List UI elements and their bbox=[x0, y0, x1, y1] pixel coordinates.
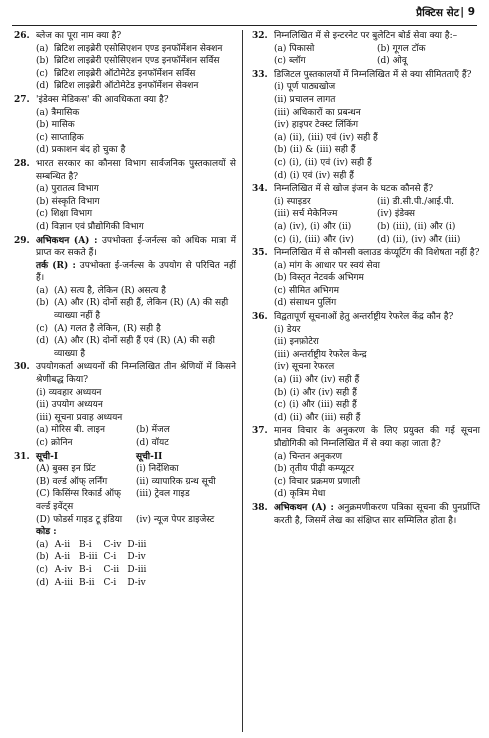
code-cell: B-iii bbox=[78, 552, 98, 563]
assertion-text: अनुक्रमणीकरण पत्रिका सूचना की पुनर्प्राप्ति करती है, जिसमें लेख का संक्षिप्त सार सम्मिलित होता है। bbox=[274, 502, 480, 526]
option-label: (b) bbox=[377, 43, 390, 54]
match-row bbox=[36, 514, 236, 527]
option-text: (iii), (ii) और (i) bbox=[392, 221, 456, 232]
question-38 bbox=[252, 502, 480, 527]
code-cell: C-i bbox=[103, 552, 117, 563]
option-text: त्रैमासिक bbox=[51, 107, 80, 118]
option-label: (d) bbox=[274, 170, 287, 181]
option-text: (A) सत्य है, लेकिन (R) असत्य है bbox=[54, 285, 166, 296]
match-left: (C) किसिंग्स रिकार्ड ऑफ् वर्ल्ड इवेंट्स bbox=[36, 489, 121, 512]
question-number: 38. bbox=[252, 502, 268, 513]
question-text: ब्लेज का पूरा नाम क्या है? bbox=[36, 31, 122, 41]
codes-row bbox=[36, 564, 152, 577]
option-label: (b) bbox=[36, 56, 49, 67]
option-text: (A) और (R) दोनों सही हैं, लेकिन (R) (A) की सही व्याख्या नहीं है bbox=[54, 298, 229, 322]
match-right: (i) निर्देशिका bbox=[136, 464, 179, 475]
code-cell: C-ii bbox=[103, 564, 120, 575]
option-text: मासिक bbox=[51, 120, 75, 131]
option-label: (b) bbox=[136, 425, 149, 436]
option-text: पुरातत्व विभाग bbox=[51, 184, 99, 195]
codes-row bbox=[36, 539, 152, 552]
page-number: | 9 bbox=[460, 6, 475, 18]
match-right: (iv) न्यूज पेपर डाइजेस्ट bbox=[136, 514, 215, 525]
option-label: (b) bbox=[274, 387, 287, 398]
question-number: 32. bbox=[252, 31, 268, 41]
match-row bbox=[36, 463, 236, 476]
list-item: (i) डेयर bbox=[274, 324, 301, 335]
list-item: (i) पूर्ण पाठ्यखोज bbox=[274, 82, 336, 93]
question-36 bbox=[252, 311, 480, 424]
option-text: (i), (ii) एवं (iv) सही हैं bbox=[288, 157, 372, 168]
option-label: (c) bbox=[274, 157, 287, 168]
option-row bbox=[36, 437, 236, 450]
list-item: (ii) इनफ़ोटेरा bbox=[274, 337, 319, 348]
question-number: 30. bbox=[14, 362, 30, 373]
right-column bbox=[252, 30, 480, 528]
option-text: (ii), (iv) और (iii) bbox=[392, 234, 461, 245]
option-label: (b) bbox=[36, 298, 49, 309]
code-cell: C-iv bbox=[103, 539, 122, 550]
code-cell: B-ii bbox=[78, 577, 95, 588]
question-number: 28. bbox=[14, 158, 30, 169]
option-label: (a) bbox=[274, 375, 287, 386]
option-row bbox=[274, 43, 480, 56]
option-label: (a) bbox=[36, 425, 49, 436]
question-text: विद्वतापूर्ण सूचनाओं हेतु अन्तर्राष्ट्रीय रेफरेल केंद्र कौन है? bbox=[274, 312, 454, 323]
option-text: (ii), (iii) एवं (iv) सही हैं bbox=[289, 132, 378, 143]
option-label: (d) bbox=[274, 298, 287, 309]
question-text: भारत सरकार का कौनसा विभाग सार्वजनिक पुस्तकालयों से सम्बन्धित है? bbox=[36, 158, 236, 182]
option-text: सीमित अभिगम bbox=[288, 285, 340, 296]
option bbox=[36, 43, 236, 56]
option-text: प्रकाशन बंद हो चुका है bbox=[51, 145, 126, 156]
question-27 bbox=[14, 94, 236, 157]
page-header bbox=[0, 0, 489, 22]
option-row bbox=[274, 55, 480, 68]
codes-row bbox=[36, 577, 152, 590]
option-label: (b) bbox=[377, 221, 390, 232]
list-2-heading: सूची-II bbox=[136, 451, 163, 462]
match-right: (iii) ट्रेवल गाइड bbox=[136, 489, 190, 500]
option-label: (a) bbox=[274, 260, 287, 271]
code-cell: B-i bbox=[78, 564, 92, 575]
match-row bbox=[36, 488, 236, 513]
option-text: संस्कृति विभाग bbox=[51, 196, 100, 207]
option-label: (d) bbox=[274, 489, 287, 500]
option bbox=[36, 285, 236, 298]
question-number: 29. bbox=[14, 235, 30, 246]
option-label: (b) bbox=[36, 196, 49, 207]
reason-label: तर्क (R) : bbox=[36, 260, 76, 271]
option-label: (c) bbox=[36, 68, 49, 79]
option-label: (d) bbox=[136, 438, 149, 448]
list-item: (iii) अधिकारों का प्रबन्धन bbox=[274, 107, 361, 118]
list-item: (iii) अन्तर्राष्ट्रीय रेफरेल केन्द्र bbox=[274, 349, 367, 360]
question-number: 37. bbox=[252, 426, 268, 437]
header-title: प्रैक्टिस सेट bbox=[416, 7, 459, 19]
option-row bbox=[274, 234, 480, 247]
question-number: 35. bbox=[252, 248, 268, 259]
option-text: ब्लॉग bbox=[288, 56, 306, 67]
list-item: (iv) इंडेक्स bbox=[377, 209, 416, 220]
list-item: (iv) हाइपर टेक्स्ट लिंकिंग bbox=[274, 120, 359, 131]
column-divider bbox=[242, 30, 243, 732]
question-29 bbox=[14, 235, 236, 361]
option-label: (b) bbox=[274, 145, 287, 156]
question-number: 36. bbox=[252, 312, 268, 323]
option-label: (d) bbox=[36, 145, 49, 156]
code-cell: D-iv bbox=[127, 577, 146, 588]
option-text: मोरिस बी. लाइन bbox=[51, 425, 105, 436]
match-row bbox=[36, 476, 236, 489]
option-label: (b) bbox=[36, 120, 49, 131]
option bbox=[36, 68, 236, 81]
question-text: डिजिटल पुस्तकालयों में निम्नलिखित में से क्या सीमितताएँ हैं? bbox=[274, 69, 472, 80]
option-label: (c) bbox=[274, 476, 287, 487]
list-item: (i) स्पाइडर bbox=[274, 196, 311, 207]
page-number-value: 9 bbox=[467, 6, 475, 18]
assertion-text: उपभोक्ता ई-जर्नल्स को अधिक मात्रा में प्राप्त कर सकते हैं। bbox=[36, 235, 236, 259]
question-26 bbox=[14, 30, 236, 93]
item-row bbox=[274, 208, 480, 221]
option-text: तृतीय पीढ़ी कम्प्यूटर bbox=[289, 464, 354, 475]
assertion-label: अभिकथन (A) : bbox=[36, 235, 98, 246]
option-label: (a) bbox=[274, 451, 287, 462]
list-item: (iii) सूचना प्रवाह अध्ययन bbox=[36, 412, 123, 423]
question-32 bbox=[252, 30, 480, 68]
match-right: (ii) व्यापारिक ग्रन्थ सूची bbox=[136, 476, 216, 487]
option-text: (i) और (iii) सही हैं bbox=[288, 400, 357, 411]
match-left: (D) फोडर्स गाइड टू इंडिया bbox=[36, 514, 123, 525]
option-text: (i) एवं (iv) सही हैं bbox=[289, 170, 354, 181]
code-cell: (d) bbox=[36, 577, 49, 588]
match-left: (B) वर्ल्ड ऑफ् लर्निंग bbox=[36, 476, 108, 487]
question-text: 'इंडेक्स मेडिकस' की आवधिकता क्या है? bbox=[36, 94, 169, 105]
option-label: (c) bbox=[274, 234, 287, 245]
option-text: गूगल टॉक bbox=[392, 43, 426, 54]
option-label: (b) bbox=[274, 464, 287, 475]
code-cell: (b) bbox=[36, 552, 49, 563]
option-text: साप्ताहिक bbox=[50, 132, 84, 143]
question-37 bbox=[252, 425, 480, 501]
option-text: पिकासो bbox=[289, 43, 315, 54]
option-label: (d) bbox=[36, 336, 49, 347]
option-text: चिन्तन अनुकरण bbox=[289, 451, 343, 462]
item-row bbox=[274, 196, 480, 209]
option-label: (c) bbox=[36, 132, 49, 143]
option bbox=[36, 323, 236, 336]
option-text: वॉयट bbox=[151, 438, 169, 448]
code-cell: A-ii bbox=[54, 552, 71, 563]
option bbox=[36, 80, 236, 93]
codes-label: कोड : bbox=[36, 527, 57, 538]
question-text: निम्नलिखित में से खोज इंजन के घटक कौनसे हैं? bbox=[274, 184, 434, 195]
list-item: (ii) उपयोग अध्ययन bbox=[36, 400, 103, 411]
option-text: विचार प्रक्रमण प्रणाली bbox=[288, 476, 361, 487]
option-text: मांग के आधार पर स्वयं सेवा bbox=[289, 260, 380, 271]
code-cell: C-i bbox=[103, 577, 117, 588]
question-35 bbox=[252, 247, 480, 310]
question-number: 33. bbox=[252, 69, 268, 80]
option-text: (i), (iii) और (iv) bbox=[288, 234, 354, 245]
option-label: (d) bbox=[36, 81, 49, 92]
option-text: विस्तृत नेटवर्क अभिगम bbox=[289, 273, 364, 284]
code-cell: D-iii bbox=[127, 564, 147, 575]
option-text: विज्ञान एवं प्रौद्योगिकी विभाग bbox=[51, 221, 144, 232]
assertion bbox=[274, 502, 480, 527]
list-item: (i) व्यवहार अध्ययन bbox=[36, 387, 102, 398]
code-cell: D-iv bbox=[127, 552, 146, 563]
question-text: निम्नलिखित में से कौनसी क्लाउड कंप्यूटिंग की विशेषता नहीं है? bbox=[274, 248, 480, 259]
option-text: (iv), (i) और (ii) bbox=[289, 221, 352, 232]
option-text: ब्रिटिश लाइब्रेरी एसोसिएशन एण्ड इनफॉर्मेशन सेक्शन bbox=[54, 43, 223, 54]
option-text: (ii) & (iii) सही हैं bbox=[289, 145, 356, 156]
match-header bbox=[36, 451, 236, 464]
option-label: (a) bbox=[274, 221, 287, 232]
list-1-heading: सूची-I bbox=[36, 451, 59, 462]
question-30 bbox=[14, 361, 236, 449]
option-label: (a) bbox=[274, 43, 287, 54]
reason bbox=[36, 260, 236, 285]
option-label: (c) bbox=[36, 438, 49, 448]
option-label: (a) bbox=[274, 132, 287, 143]
question-number: 34. bbox=[252, 184, 268, 195]
option-text: (ii) और (iv) सही हैं bbox=[289, 375, 360, 386]
option-text: ब्रिटिश लाइब्रेरी ऑटोमेटेड इनफॉर्मेशन सर्विस bbox=[54, 68, 196, 79]
codes-table bbox=[36, 539, 152, 589]
list-item: (ii) डी.सी.पी./आई.पी. bbox=[377, 196, 455, 207]
left-column bbox=[14, 30, 236, 590]
option-label: (c) bbox=[274, 285, 287, 296]
option-text: मेंजल bbox=[151, 425, 170, 436]
option-label: (c) bbox=[274, 400, 287, 411]
question-34 bbox=[252, 183, 480, 246]
code-cell: B-i bbox=[78, 539, 92, 550]
option-label: (a) bbox=[36, 43, 49, 54]
option-label: (d) bbox=[274, 412, 287, 423]
code-cell: A-ii bbox=[54, 539, 71, 550]
question-33 bbox=[252, 69, 480, 182]
header-rule bbox=[12, 25, 477, 26]
option-label: (a) bbox=[36, 184, 49, 195]
code-cell: (a) bbox=[36, 539, 49, 550]
list-item: (iii) सर्च मेकेनिज्म bbox=[274, 209, 338, 220]
option-text: ब्रिटिश लाइब्रेरी एसोसिएशन एण्ड इनफॉर्मेशन सर्विस bbox=[54, 56, 220, 67]
code-cell: A-iv bbox=[54, 564, 73, 575]
list-item: (ii) प्रचालन लागत bbox=[274, 94, 336, 105]
option-text: (ii) और (iii) सही हैं bbox=[289, 412, 361, 423]
list-item: (iv) सूचना रेफरल bbox=[274, 362, 335, 373]
option-label: (d) bbox=[36, 221, 49, 232]
question-text: निम्नलिखित में से इन्टरनेट पर बुलेटिन बोर्ड सेवा क्या है:– bbox=[274, 31, 458, 41]
option-text: शिक्षा विभाग bbox=[50, 209, 93, 220]
match-left: (A) बुक्स इन प्रिंट bbox=[36, 464, 96, 475]
option-row bbox=[36, 424, 236, 437]
option-label: (a) bbox=[36, 285, 49, 296]
codes-row bbox=[36, 551, 152, 564]
question-31 bbox=[14, 451, 236, 590]
question-number: 27. bbox=[14, 94, 30, 105]
question-number: 31. bbox=[14, 451, 30, 462]
option-text: संसाधन पुलिंग bbox=[289, 298, 337, 309]
option-label: (c) bbox=[274, 56, 287, 67]
reason-text: उपभोक्ता ई-जर्नल्स के उपयोग से परिचित नहीं हैं। bbox=[36, 260, 236, 284]
option-label: (c) bbox=[36, 209, 49, 220]
code-cell: (c) bbox=[36, 564, 49, 575]
option-label: (a) bbox=[36, 107, 49, 118]
option bbox=[36, 297, 236, 322]
assertion bbox=[36, 235, 236, 260]
option-label: (b) bbox=[274, 273, 287, 284]
option-label: (d) bbox=[377, 56, 390, 67]
option-text: ओवू bbox=[392, 56, 407, 67]
option-text: ब्रिटिश लाइब्रेरी ऑटोमेटेड इनफॉर्मेशन सेक्शन bbox=[54, 81, 199, 92]
option-row bbox=[274, 221, 480, 234]
option bbox=[36, 55, 236, 68]
option-text: कृत्रिम मेधा bbox=[289, 489, 326, 500]
question-28 bbox=[14, 158, 236, 234]
option-label: (d) bbox=[377, 234, 390, 245]
option-text: (A) गलत है लेकिन, (R) सही है bbox=[54, 323, 161, 334]
option-text: (A) और (R) दोनों सही हैं एवं (R) (A) की सही व्याख्या है bbox=[54, 336, 215, 359]
code-cell: D-iii bbox=[127, 539, 147, 550]
question-number: 26. bbox=[14, 31, 30, 41]
code-cell: A-iii bbox=[54, 577, 73, 588]
option-label: (c) bbox=[36, 323, 49, 334]
assertion-label: अभिकथन (A) : bbox=[274, 502, 334, 513]
option-text: क्रोनिन bbox=[50, 438, 73, 448]
option bbox=[36, 335, 236, 360]
question-text: उपयोगकर्ता अध्ययनों की निम्नलिखित तीन श्रेणियों में किसने श्रेणीबद्ध किया? bbox=[36, 362, 236, 386]
question-text: मानव विचार के अनुकरण के लिए प्रयुक्त की गई सूचना प्रौद्योगिकी को निम्नलिखित में से क्या कहा जाता है? bbox=[274, 426, 480, 449]
option-text: (i) और (iv) सही हैं bbox=[289, 387, 357, 398]
